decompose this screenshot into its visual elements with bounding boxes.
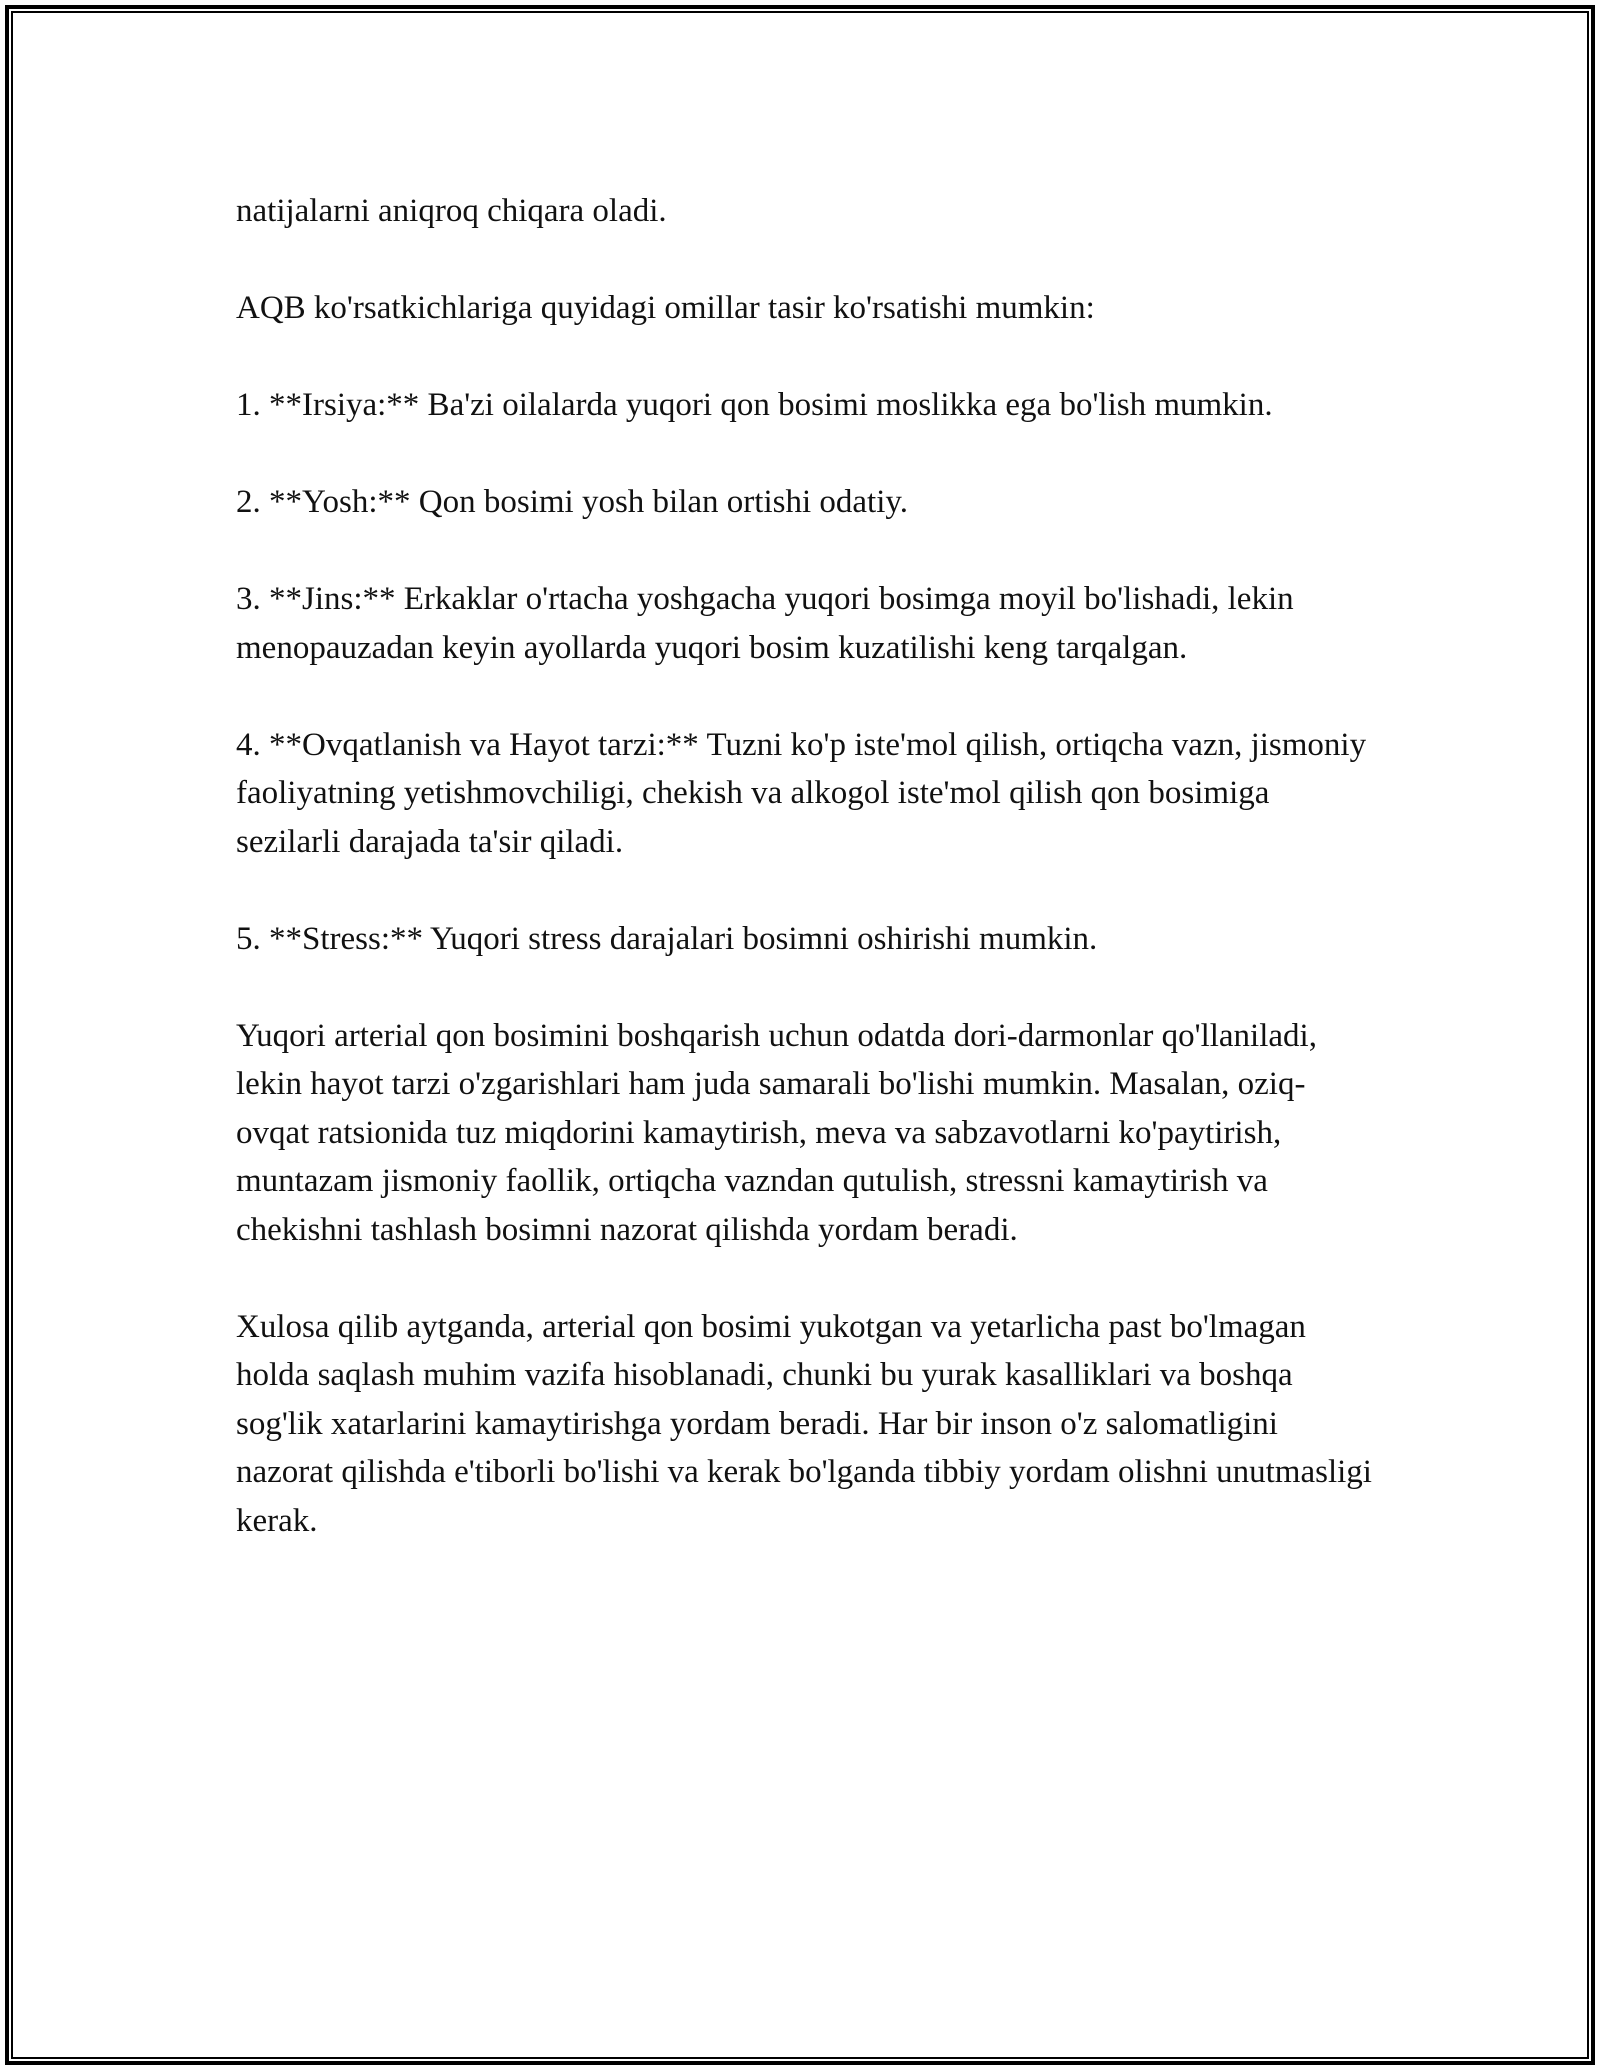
list-item-gender: 3. **Jins:** Erkaklar o'rtacha yoshgacha yuqori bosimga moyil bo'lishadi, lekin menopauzadan keyin ayollarda yuqori bosim kuzatilishi keng tarqalgan. [236,581,1294,666]
paragraph-continuation: natijalarni aniqroq chiqara oladi. [236,193,667,229]
list-item-lifestyle: 4. **Ovqatlanish va Hayot tarzi:** Tuzni ko'p iste'mol qilish, ortiqcha vazn, jismoniy faoliyatning yetishmovchiligi, chekish va alkogol iste'mol qilish qon bosimiga sezilarli darajada ta'sir qiladi. [236,726,1367,860]
paragraph-factors-intro: AQB ko'rsatkichlariga quyidagi omillar tasir ko'rsatishi mumkin: [236,290,1095,326]
list-item-age: 2. **Yosh:** Qon bosimi yosh bilan ortishi odatiy. [236,484,908,520]
paragraph-conclusion: Xulosa qilib aytganda, arterial qon bosimi yukotgan va yetarlicha past bo'lmagan holda saqlash muhim vazifa hisoblanadi, chunki bu yurak kasalliklari va boshqa sog'lik xatarlarini kamaytirishga yordam beradi. Har bir inson o'z salomatligini nazorat qilishda e'tiborli bo'lishi va kerak bo'lganda tibbiy yordam olishni unutmasligi kerak. [236,1308,1372,1539]
paragraph-management: Yuqori arterial qon bosimini boshqarish uchun odatda dori-darmonlar qo'llaniladi, lekin hayot tarzi o'zgarishlari ham juda samarali bo'lishi mumkin. Masalan, oziq-ovqat ratsionida tuz miqdorini kamaytirish, meva va sabzavotlarni ko'paytirish, muntazam jismoniy faollik, ortiqcha vazndan qutulish, stressni kamaytirish va chekishni tashlash bosimni nazorat qilishda yordam beradi. [236,1017,1317,1248]
document-body [236,187,1376,1594]
list-item-heredity: 1. **Irsiya:** Ba'zi oilalarda yuqori qon bosimi moslikka ega bo'lish mumkin. [236,387,1273,423]
list-item-stress: 5. **Stress:** Yuqori stress darajalari bosimni oshirishi mumkin. [236,920,1098,957]
